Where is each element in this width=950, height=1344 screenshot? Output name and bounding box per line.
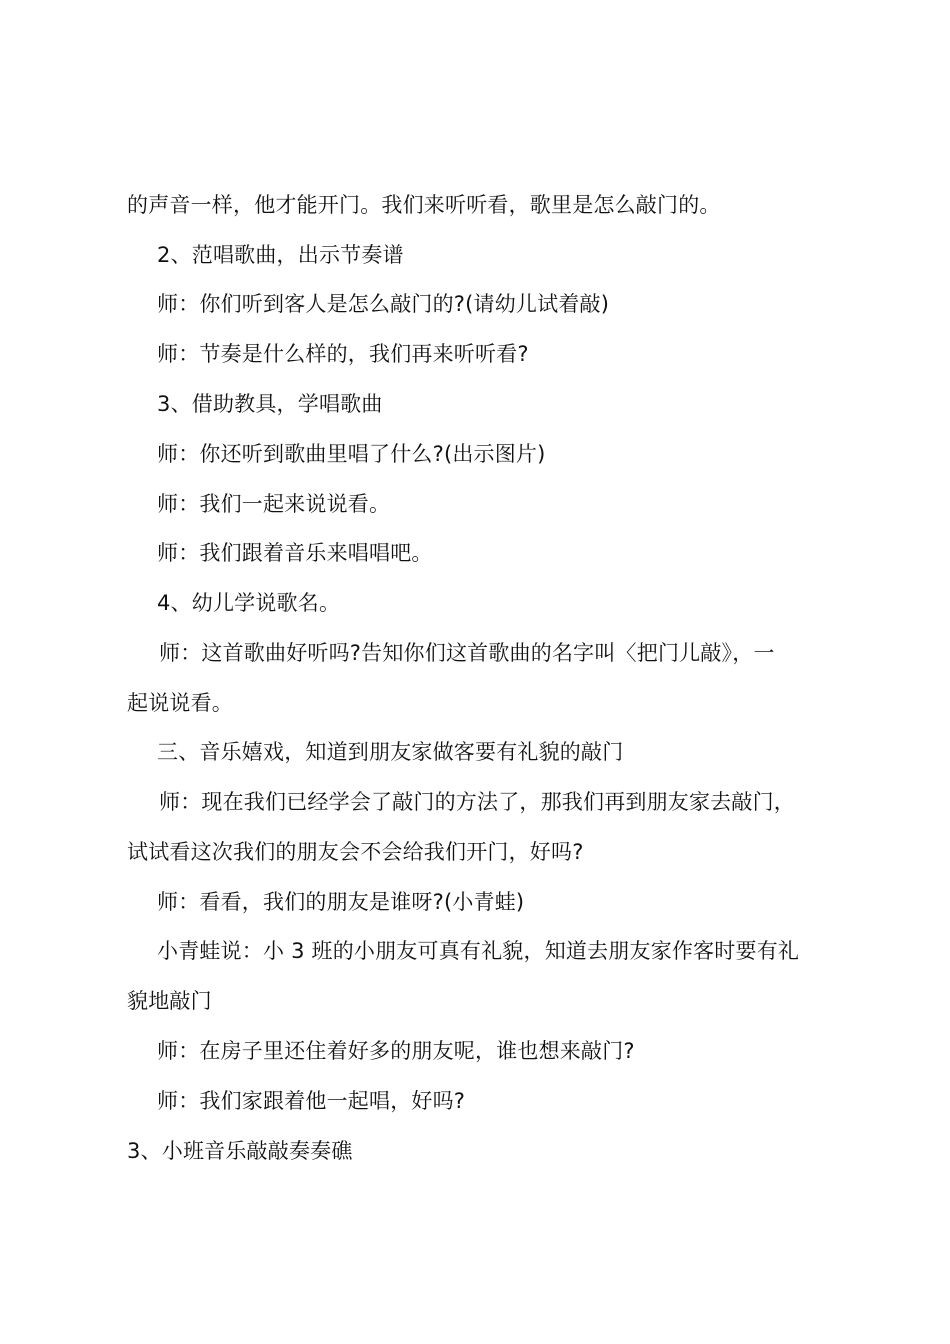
dialogue-line: 师：节奏是什么样的，我们再来听听看? (157, 342, 529, 366)
dialogue-line: 师：我们家跟着他一起唱，好吗? (157, 1089, 466, 1113)
dialogue-line: 师：你还听到歌曲里唱了什么?(出示图片) (157, 442, 546, 466)
paragraph-line: 的声音一样，他才能开门。我们来听听看，歌里是怎么敲门的。 (127, 193, 721, 217)
paragraph-line: 起说说看。 (127, 691, 233, 715)
dialogue-line: 小青蛙说：小 3 班的小朋友可真有礼貌，知道去朋友家作客时要有礼 (157, 939, 800, 963)
dialogue-line: 师：看看，我们的朋友是谁呀?(小青蛙) (157, 890, 525, 914)
section-heading: 3、借助教具，学唱歌曲 (157, 392, 383, 416)
section-heading: 3、小班音乐敲敲奏奏礁 (127, 1139, 353, 1163)
paragraph-line: 貌地敲门 (127, 989, 212, 1013)
section-heading: 三、音乐嬉戏，知道到朋友家做客要有礼貌的敲门 (157, 740, 624, 764)
dialogue-line: 师：你们听到客人是怎么敲门的?(请幼儿试着敲) (157, 292, 610, 316)
dialogue-line: 师：这首歌曲好听吗?告知你们这首歌曲的名字叫〈把门儿敲》，一 (159, 641, 775, 665)
dialogue-line: 师：在房子里还住着好多的朋友呢，谁也想来敲门? (157, 1039, 635, 1063)
paragraph-line: 试试看这次我们的朋友会不会给我们开门，好吗? (127, 840, 584, 864)
dialogue-line: 师：现在我们已经学会了敲门的方法了，那我们再到朋友家去敲门， (159, 790, 795, 814)
dialogue-line: 师：我们一起来说说看。 (157, 492, 391, 516)
section-heading: 4、幼儿学说歌名。 (157, 591, 341, 615)
dialogue-line: 师：我们跟着音乐来唱唱吧。 (157, 541, 433, 565)
section-heading: 2、范唱歌曲，出示节奏谱 (157, 243, 404, 267)
